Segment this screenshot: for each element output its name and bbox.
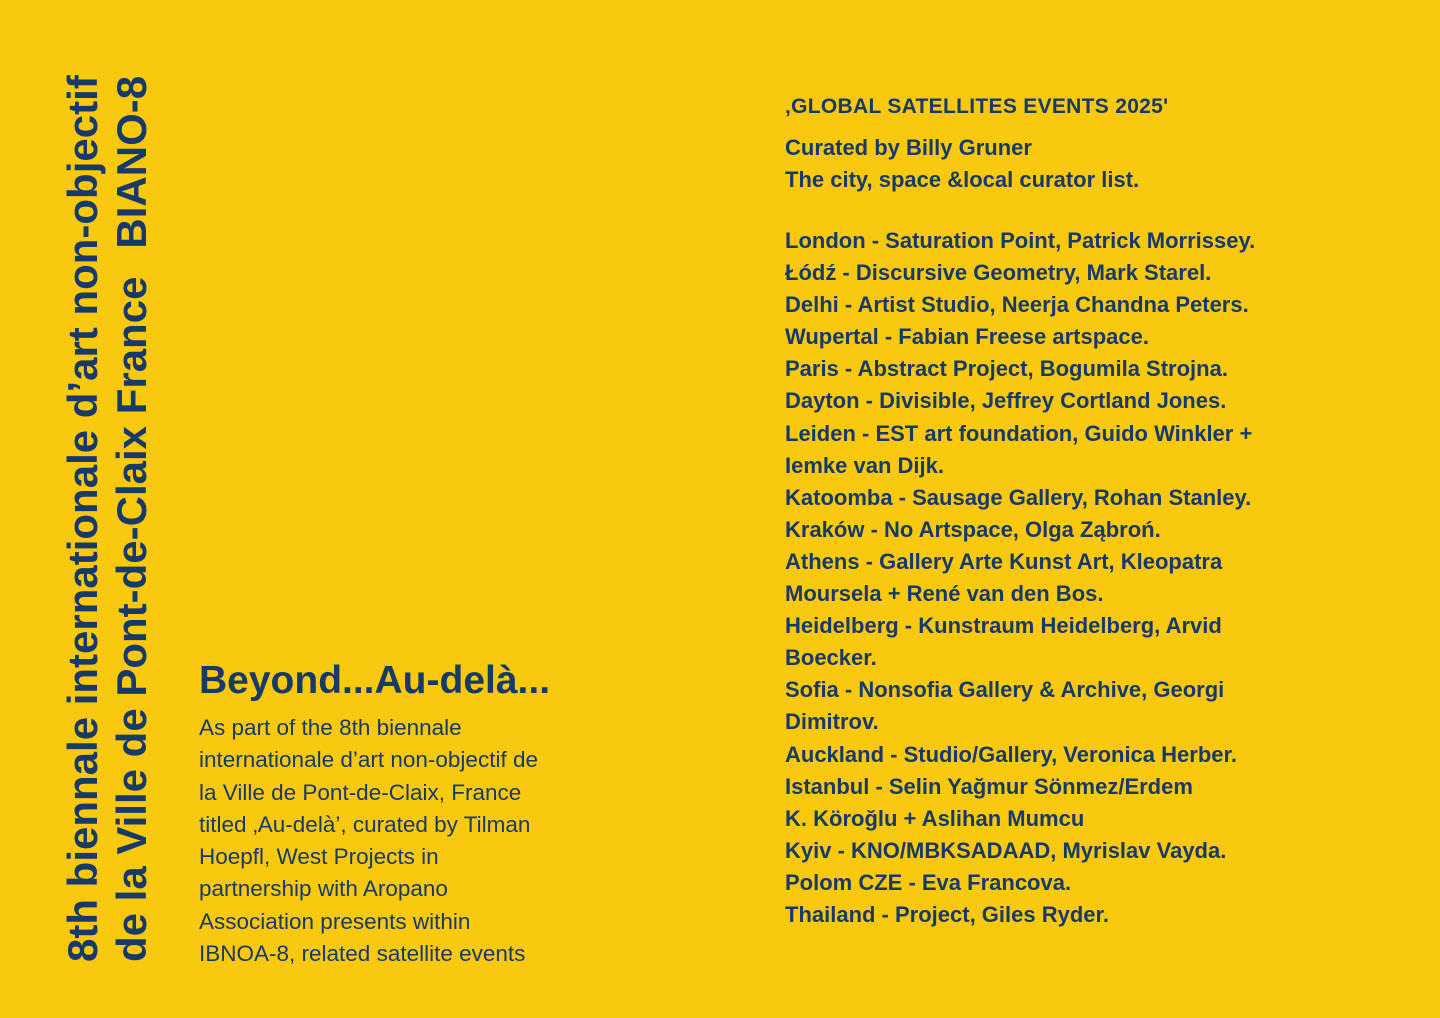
city-list-item: Sofia - Nonsofia Gallery & Archive, Georgi — [785, 677, 1225, 703]
city-list-item: Auckland - Studio/Gallery, Veronica Herber. — [785, 741, 1237, 767]
city-list-item: Moursela + René van den Bos. — [785, 581, 1104, 607]
intro-line: Hoepfl, West Projects in — [199, 844, 439, 870]
intro-section — [199, 654, 589, 970]
city-list-item: Delhi - Artist Studio, Neerja Chandna Peters. — [785, 292, 1249, 318]
city-list-item: Katoomba - Sausage Gallery, Rohan Stanley. — [785, 484, 1252, 510]
city-list-item: Dayton - Divisible, Jeffrey Cortland Jones. — [785, 388, 1227, 414]
city-list-item: Heidelberg - Kunstraum Heidelberg, Arvid — [785, 613, 1222, 639]
intro-heading: Beyond...Au-delà... — [199, 659, 551, 702]
city-list-item: Istanbul - Selin Yağmur Sönmez/Erdem — [785, 773, 1193, 799]
intro-line: la Ville de Pont-de-Claix, France — [199, 779, 522, 805]
list-caption: The city, space &local curator list. — [785, 167, 1140, 192]
curator-info — [785, 132, 1385, 196]
intro-line: As part of the 8th biennale — [199, 715, 462, 740]
intro-line: Association presents within — [199, 908, 471, 934]
vertical-title — [58, 75, 156, 962]
city-list-item: London - Saturation Point, Patrick Morrissey. — [785, 228, 1256, 253]
city-list-item: Leiden - EST art foundation, Guido Winkler + — [785, 420, 1253, 446]
events-title: ‚GLOBAL SATELLITES EVENTS 2025' — [785, 95, 1169, 118]
curated-by: Curated by Billy Gruner — [785, 135, 1032, 160]
city-list-item: Wupertal - Fabian Freese artspace. — [785, 324, 1149, 350]
vertical-title-line-2 — [107, 75, 156, 962]
city-list — [785, 225, 1385, 931]
city-list-item: Kyiv - KNO/MBKSADAAD, Myrislav Vayda. — [785, 837, 1227, 863]
city-list-item: Łódź - Discursive Geometry, Mark Starel. — [785, 260, 1212, 286]
intro-line: titled ‚Au-delà’, curated by Tilman — [199, 811, 531, 837]
city-list-item: Iemke van Dijk. — [785, 452, 944, 478]
intro-paragraph — [199, 712, 589, 970]
vertical-title-acronym: BIANO-8 — [108, 75, 155, 249]
city-list-item: Boecker. — [785, 645, 877, 671]
vertical-title-city: de la Ville de Pont-de-Claix France — [108, 276, 155, 962]
intro-line: internationale d’art non-objectif de — [199, 747, 538, 773]
intro-line: partnership with Aropano — [199, 876, 448, 902]
intro-line: IBNOA-8, related satellite events — [199, 941, 526, 967]
vertical-title-line-1: 8th biennale internationale d’art non-objectif — [59, 75, 106, 962]
city-list-item: Dimitrov. — [785, 709, 879, 735]
city-list-item: Paris - Abstract Project, Bogumila Strojna. — [785, 356, 1228, 382]
city-list-item: K. Köroğlu + Aslihan Mumcu — [785, 805, 1085, 831]
events-section — [785, 92, 1385, 931]
city-list-item: Thailand - Project, Giles Ryder. — [785, 901, 1109, 927]
city-list-item: Polom CZE - Eva Francova. — [785, 869, 1072, 895]
city-list-item: Athens - Gallery Arte Kunst Art, Kleopatra — [785, 548, 1223, 574]
city-list-item: Kraków - No Artspace, Olga Ząbroń. — [785, 516, 1161, 542]
